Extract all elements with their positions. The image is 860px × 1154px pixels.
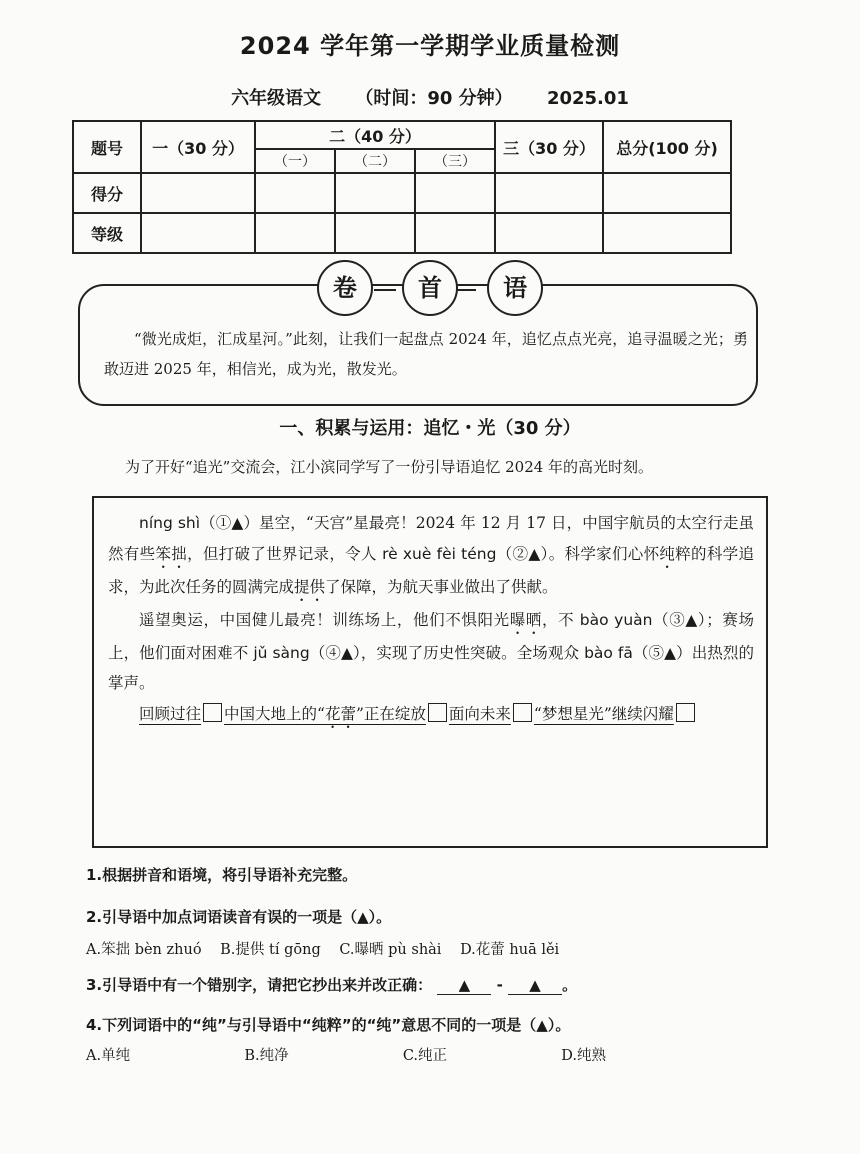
preface-text: “微光成炬，汇成星河。”此刻，让我们一起盘点 2024 年，追忆点点光亮，追寻温暖之光；勇敢迈进 2025 年，相信光，成为光，散发光。 [104,330,748,378]
punctuation-box[interactable] [428,703,447,722]
score-col-part3: 三（30 分） [495,121,603,173]
answer-blank[interactable]: ▲ [508,976,562,995]
option-a[interactable]: A.笨拙 bèn zhuó [86,942,202,958]
preface-char-1: 卷 [317,260,373,316]
passage-paragraph: níng shì（①▲）星空，“天宫”星最亮！2024 年 12 月 17 日，中国宇航员的太空行走虽然有些笨拙，但打破了世界记录，令人 rè xuè fèi téng（②▲）。科学家们心怀纯粹的科学追求，为此次任务的圆满完成提供了保障，为航天事业做出了供献。 [108,514,754,596]
grade-cell[interactable] [141,213,255,253]
pinyin: jǔ sàng [253,643,310,662]
punctuation-box[interactable] [676,703,695,722]
option-b[interactable]: B.纯净 [244,1048,289,1064]
score-table [72,120,732,254]
exam-subtitle [0,84,860,110]
dotted-word: 花蕾 [324,704,356,723]
dotted-word: 曝晒 [509,610,542,629]
grade-subject: 六年级语文 [231,88,322,109]
passage-paragraph: 回顾过往 中国大地上的“花蕾”正在绽放 面向未来 “梦想星光”继续闪耀 [108,699,754,732]
dotted-word: 提供 [294,577,326,596]
dotted-word: 笨拙 [155,544,188,563]
grade-cell[interactable] [603,213,731,253]
preface-char-3: 语 [487,260,543,316]
question-2: 2.引导语中加点词语读音有误的一项是（▲）。 [86,908,392,926]
grade-cell[interactable] [255,213,335,253]
section-intro: 为了开好“追光”交流会，江小滨同学写了一份引导语追忆 2024 年的高光时刻。 [125,458,654,476]
question-1: 1.根据拼音和语境，将引导语补充完整。 [86,866,358,884]
dotted-word: 纯 [659,544,676,563]
score-cell[interactable] [255,173,335,213]
exam-date: 2025.01 [546,88,629,109]
score-row-label: 得分 [73,173,141,213]
question-4-options [86,1044,606,1065]
score-col-part2-sub1: （一） [255,149,335,173]
option-d[interactable]: D.花蕾 huā lěi [460,942,560,958]
option-b[interactable]: B.提供 tí gōng [220,942,321,958]
punctuation-box[interactable] [513,703,532,722]
grade-cell[interactable] [415,213,495,253]
score-col-part2-sub2: （二） [335,149,415,173]
option-c[interactable]: C.曝晒 pù shài [339,942,442,958]
score-cell[interactable] [495,173,603,213]
grade-row-label: 等级 [73,213,141,253]
question-3: 3.引导语中有一个错别字，请把它抄出来并改正确： ▲ - ▲ 。 [86,976,578,994]
option-d[interactable]: D.纯熟 [561,1048,606,1064]
pinyin: bào fā [584,643,633,662]
score-col-part1: 一（30 分） [141,121,255,173]
punctuation-box[interactable] [203,703,222,722]
option-a[interactable]: A.单纯 [86,1048,131,1064]
grade-cell[interactable] [495,213,603,253]
preface-char-2: 首 [402,260,458,316]
exam-title: 2024 学年第一学期学业质量检测 [239,32,621,60]
score-col-part2-sub3: （三） [415,149,495,173]
pinyin: bào yuàn [579,610,653,629]
score-col-total: 总分(100 分) [603,121,731,173]
passage-paragraph: 遥望奥运，中国健儿最亮！训练场上，他们不惧阳光曝晒，不 bào yuàn（③▲）；赛场上，他们面对困难不 jǔ sàng（④▲），实现了历史性突破。全场观众 bào fā（⑤▲）出热烈的掌声。 [108,610,755,692]
pinyin: níng shì [139,514,201,532]
score-table-header: 题号 [73,121,141,173]
pinyin: rè xuè fèi téng [382,544,497,563]
section-title: 一、积累与运用：追忆・光（30 分） [279,418,581,439]
score-cell[interactable] [415,173,495,213]
score-cell[interactable] [603,173,731,213]
score-col-part2: 二（40 分） [255,121,495,149]
question-2-options [86,938,573,959]
score-cell[interactable] [335,173,415,213]
option-c[interactable]: C.纯正 [402,1048,448,1064]
answer-blank[interactable]: ▲ [437,976,491,995]
score-cell[interactable] [141,173,255,213]
preface-heading [0,260,860,316]
grade-cell[interactable] [335,213,415,253]
guide-passage [92,496,768,848]
exam-time: （时间：90 分钟） [355,88,513,109]
question-4: 4.下列词语中的“纯”与引导语中“纯粹”的“纯”意思不同的一项是（▲）。 [86,1016,571,1034]
